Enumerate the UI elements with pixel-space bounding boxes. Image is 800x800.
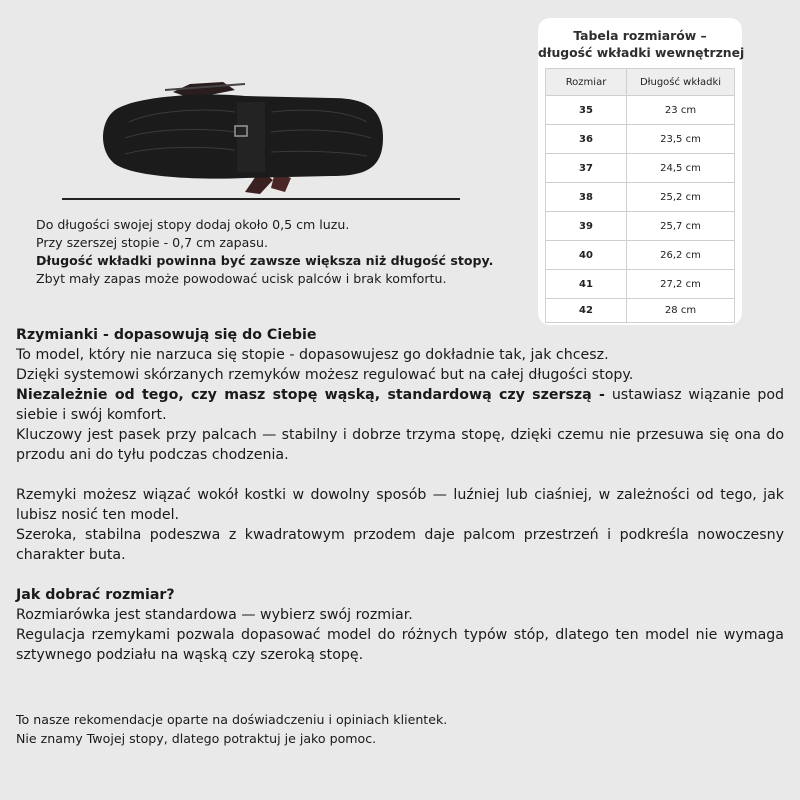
note-line-2: Nie znamy Twojej stopy, dlatego potraktuj je jako pomoc. (16, 731, 377, 746)
table-row (546, 212, 735, 241)
column-header-size: Rozmiar (546, 69, 627, 96)
note-line-1: To nasze rekomendacje oparte na doświadczeniu i opiniach klientek. (16, 712, 448, 727)
length-cell: 23,5 cm (627, 125, 735, 154)
sizing-paragraph: Regulacja rzemykami pozwala dopasować model do różnych typów stóp, dlatego ten model nie wymaga sztywnego podziału na wąską czy szeroką stopę. (16, 627, 784, 663)
size-table (545, 68, 735, 323)
table-row (546, 96, 735, 125)
size-chart-title (538, 27, 745, 61)
column-header-length: Długość wkładki (627, 69, 735, 96)
description-text: ustawiasz wiązanie pod siebie i swój komfort. (16, 387, 785, 423)
table-row (546, 299, 735, 323)
fit-tip-2: Przy szerszej stopie - 0,7 cm zapasu. (36, 235, 268, 250)
size-cell: 35 (546, 96, 627, 125)
fit-tips (36, 216, 506, 288)
size-cell: 40 (546, 241, 627, 270)
recommendation-note (16, 710, 716, 748)
size-chart-card (538, 18, 745, 325)
description-paragraph: Szeroka, stabilna podeszwa z kwadratowym przodem daje palcom przestrzeń i podkreśla nowoczesny charakter buta. (16, 527, 784, 563)
sizing-heading: Jak dobrać rozmiar? (16, 587, 175, 603)
length-cell: 28 cm (627, 299, 735, 323)
size-cell: 37 (546, 154, 627, 183)
size-cell: 41 (546, 270, 627, 299)
fit-tip-bold: Długość wkładki powinna być zawsze większa niż długość stopy. (36, 253, 494, 268)
product-description (16, 325, 784, 665)
description-paragraph (16, 385, 784, 425)
description-paragraph: Kluczowy jest pasek przy palcach — stabilny i dobrze trzyma stopę, dzięki czemu nie przesuwa się ona do przodu ani do tyłu podczas chodzenia. (16, 427, 784, 463)
shoe-sole-image (95, 82, 395, 197)
description-paragraph: To model, który nie narzuca się stopie - dopasowujesz go dokładnie tak, jak chcesz. (16, 347, 609, 363)
fit-tip-4: Zbyt mały zapas może powodować ucisk palców i brak komfortu. (36, 271, 447, 286)
length-cell: 24,5 cm (627, 154, 735, 183)
table-row (546, 270, 735, 299)
size-cell: 39 (546, 212, 627, 241)
description-paragraph: Dzięki systemowi skórzanych rzemyków możesz regulować but na całej długości stopy. (16, 367, 634, 383)
size-chart-title-line2: długość wkładki wewnętrznej (538, 45, 745, 60)
table-row (546, 154, 735, 183)
length-cell: 25,7 cm (627, 212, 735, 241)
description-paragraph: Rzemyki możesz wiązać wokół kostki w dowolny sposób — luźniej lub ciaśniej, w zależności od tego, jak lubisz nosić ten model. (16, 487, 784, 523)
table-row (546, 125, 735, 154)
length-cell: 25,2 cm (627, 183, 735, 212)
length-cell: 23 cm (627, 96, 735, 125)
table-row (546, 241, 735, 270)
length-cell: 27,2 cm (627, 270, 735, 299)
sizing-paragraph: Rozmiarówka jest standardowa — wybierz swój rozmiar. (16, 607, 413, 623)
size-table-header (546, 69, 735, 96)
size-cell: 38 (546, 183, 627, 212)
length-cell: 26,2 cm (627, 241, 735, 270)
fit-tip-1: Do długości swojej stopy dodaj około 0,5 cm luzu. (36, 217, 350, 232)
description-bold-text: Niezależnie od tego, czy masz stopę wąską, standardową czy szerszą - (16, 387, 605, 403)
table-row (546, 183, 735, 212)
description-heading: Rzymianki - dopasowują się do Ciebie (16, 327, 317, 343)
divider-line (62, 198, 460, 200)
size-cell: 36 (546, 125, 627, 154)
size-chart-title-line1: Tabela rozmiarów – (573, 28, 707, 43)
size-cell: 42 (546, 299, 627, 323)
